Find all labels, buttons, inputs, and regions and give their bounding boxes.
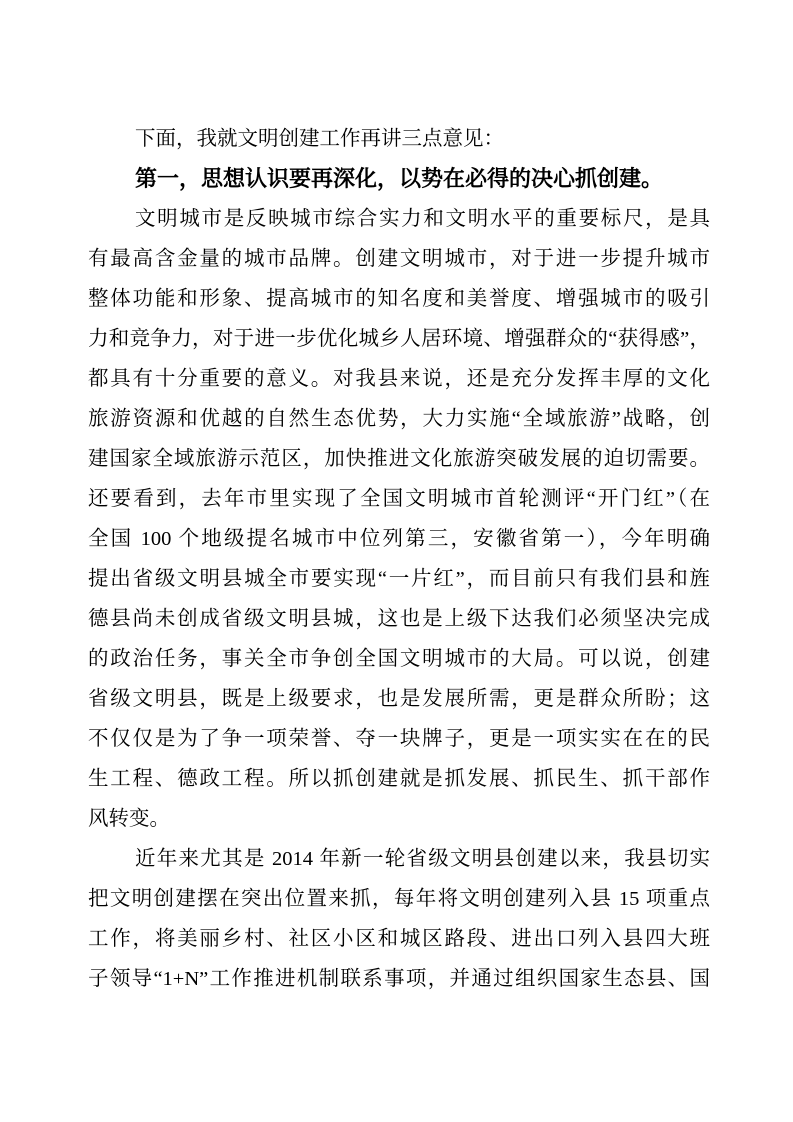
text-line: 还要看到，去年市里实现了全国文明城市首轮测评“开门红”（在 [88, 488, 710, 510]
text-line: 省级文明县，既是上级要求，也是发展所需，更是群众所盼；这 [88, 688, 710, 710]
text-line: 把文明创建摆在突出位置来抓，每年将文明创建列入县 15 项重点 [88, 888, 710, 910]
document-content [88, 119, 710, 999]
text-line: 生工程、德政工程。所以抓创建就是抓发展、抓民生、抓干部作 [88, 768, 710, 790]
text-line: 提出省级文明县城全市要实现“一片红”，而目前只有我们县和旌 [88, 568, 710, 590]
text-line: 有最高含金量的城市品牌。创建文明城市，对于进一步提升城市 [88, 248, 710, 270]
text-line: 全国 100 个地级提名城市中位列第三，安徽省第一），今年明确 [88, 528, 710, 550]
text-line: 力和竞争力，对于进一步优化城乡人居环境、增强群众的“获得感”， [88, 328, 710, 350]
text-line: 德县尚未创成省级文明县城，这也是上级下达我们必须坚决完成 [88, 608, 710, 630]
text-line: 风转变。 [88, 808, 170, 830]
text-line: 整体功能和形象、提高城市的知名度和美誉度、增强城市的吸引 [88, 288, 710, 310]
section-heading: 第一，思想认识要再深化，以势在必得的决心抓创建。 [135, 166, 664, 191]
intro-line: 下面，我就文明创建工作再讲三点意见： [135, 128, 504, 150]
text-line: 建国家全域旅游示范区，加快推进文化旅游突破发展的迫切需要。 [88, 448, 710, 470]
text-line: 的政治任务，事关全市争创全国文明城市的大局。可以说，创建 [88, 648, 710, 670]
text-line: 子领导“1+N”工作推进机制联系事项，并通过组织国家生态县、国 [88, 968, 710, 990]
text-line: 近年来尤其是 2014 年新一轮省级文明县创建以来，我县切实 [135, 848, 710, 870]
text-line: 文明城市是反映城市综合实力和文明水平的重要标尺，是具 [135, 208, 710, 230]
text-line: 不仅仅是为了争一项荣誉、夺一块牌子，更是一项实实在在的民 [88, 728, 710, 750]
text-line: 旅游资源和优越的自然生态优势，大力实施“全域旅游”战略，创 [88, 408, 710, 430]
text-line: 工作，将美丽乡村、社区小区和城区路段、进出口列入县四大班 [88, 928, 710, 950]
text-line: 都具有十分重要的意义。对我县来说，还是充分发挥丰厚的文化 [88, 368, 710, 390]
